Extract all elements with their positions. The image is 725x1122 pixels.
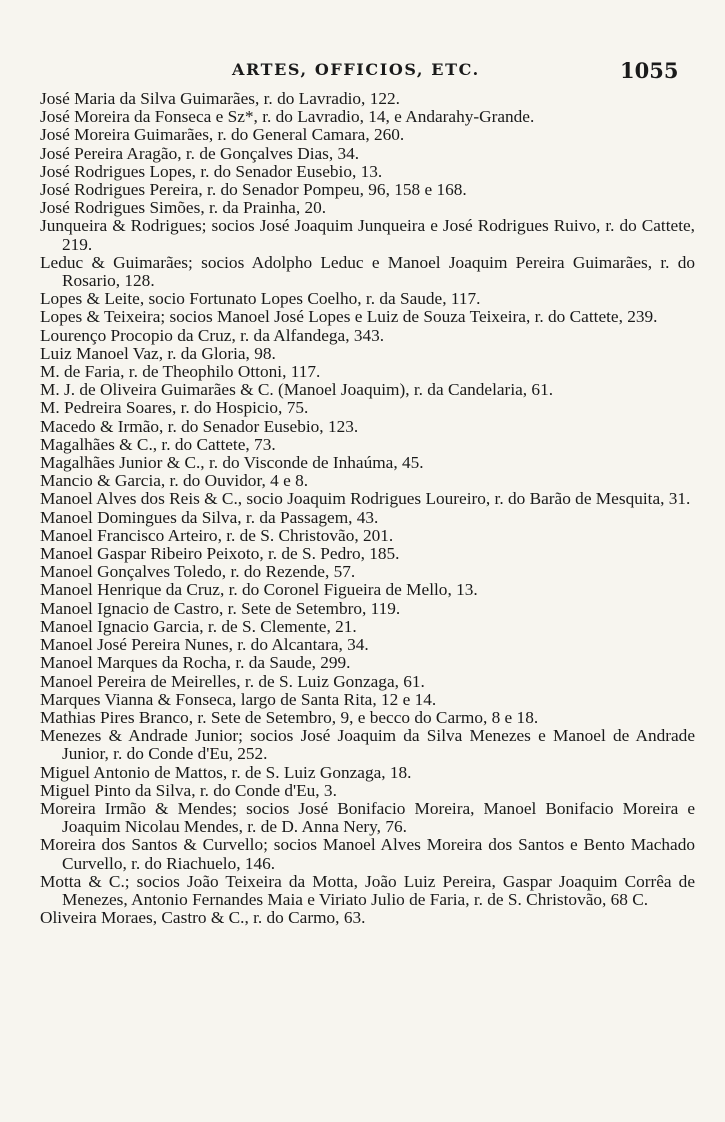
directory-entry: Macedo & Irmão, r. do Senador Eusebio, 123. xyxy=(40,416,359,436)
directory-entry: Oliveira Moraes, Castro & C., r. do Carmo, 63. xyxy=(40,908,366,928)
directory-entry: Manoel Ignacio de Castro, r. Sete de Setembro, 119. xyxy=(40,598,401,618)
running-header xyxy=(0,58,725,86)
directory-entry: M. J. de Oliveira Guimarães & C. (Manoel Joaquim), r. da Candelaria, 61. xyxy=(40,380,554,400)
directory-entry: Lopes & Leite, socio Fortunato Lopes Coelho, r. da Saude, 117. xyxy=(40,289,481,309)
directory-entry: Marques Vianna & Fonseca, largo de Santa Rita, 12 e 14. xyxy=(40,689,437,709)
directory-entry: Junqueira & Rodrigues; socios José Joaquim Junqueira e José Rodrigues Ruivo, r. do Cattete, 219. xyxy=(40,216,695,254)
directory-entry: Miguel Pinto da Silva, r. do Conde d'Eu, 3. xyxy=(40,780,337,800)
directory-entry: Lopes & Teixeira; socios Manoel José Lopes e Luiz de Souza Teixeira, r. do Cattete, 239. xyxy=(40,307,658,327)
directory-entry: Magalhães & C., r. do Cattete, 73. xyxy=(40,434,276,454)
page-number: 1055 xyxy=(620,58,679,83)
directory-entry: Manoel Alves dos Reis & C., socio Joaquim Rodrigues Loureiro, r. do Barão de Mesquita, 31. xyxy=(40,489,691,509)
directory-entry: Moreira Irmão & Mendes; socios José Bonifacio Moreira, Manoel Bonifacio Moreira e Joaquim Nicolau Mendes, r. de D. Anna Nery, 76. xyxy=(40,798,695,837)
directory-entry: Mancio & Garcia, r. do Ouvidor, 4 e 8. xyxy=(40,471,309,491)
directory-entry: M. de Faria, r. de Theophilo Ottoni, 117. xyxy=(40,362,321,382)
directory-entry: José Pereira Aragão, r. de Gonçalves Dias, 34. xyxy=(40,143,360,163)
directory-entry: Manoel Henrique da Cruz, r. do Coronel Figueira de Mello, 13. xyxy=(40,580,478,600)
section-title: ARTES, OFFICIOS, ETC. xyxy=(232,60,480,79)
directory-entry: Lourenço Procopio da Cruz, r. da Alfandega, 343. xyxy=(40,325,385,345)
directory-entry: Manoel Ignacio Garcia, r. de S. Clemente, 21. xyxy=(40,616,357,636)
directory-entry: Mathias Pires Branco, r. Sete de Setembro, 9, e becco do Carmo, 8 e 18. xyxy=(40,707,539,727)
directory-entry: Luiz Manoel Vaz, r. da Gloria, 98. xyxy=(40,343,276,363)
directory-entry: José Maria da Silva Guimarães, r. do Lavradio, 122. xyxy=(40,89,400,108)
directory-entry: Manoel José Pereira Nunes, r. do Alcantara, 34. xyxy=(40,635,369,655)
directory-entry: Leduc & Guimarães; socios Adolpho Leduc e Manoel Joaquim Pereira Guimarães, r. do Rosario, 128. xyxy=(40,252,695,291)
directory-entry: Moreira dos Santos & Curvello; socios Manoel Alves Moreira dos Santos e Bento Machado Curvello, r. do Riachuelo, 146. xyxy=(40,835,695,873)
directory-entry: Manoel Francisco Arteiro, r. de S. Christovão, 201. xyxy=(40,525,394,545)
directory-entry: José Rodrigues Simões, r. da Prainha, 20. xyxy=(40,198,327,218)
directory-entry: Menezes & Andrade Junior; socios José Joaquim da Silva Menezes e Manoel de Andrade Junior, r. do Conde d'Eu, 252. xyxy=(40,726,695,764)
directory-entry: Manoel Gaspar Ribeiro Peixoto, r. de S. Pedro, 185. xyxy=(40,544,400,564)
directory-entry: Motta & C.; socios João Teixeira da Motta, João Luiz Pereira, Gaspar Joaquim Corrêa de Menezes, Antonio Fernandes Maia e Viriato Julio de Faria, r. de S. Christovão, 68 C. xyxy=(40,871,695,909)
directory-entry: M. Pedreira Soares, r. do Hospicio, 75. xyxy=(40,398,309,418)
directory-entry: Miguel Antonio de Mattos, r. de S. Luiz Gonzaga, 18. xyxy=(40,762,412,782)
directory-entry: José Moreira da Fonseca e Sz*, r. do Lavradio, 14, e Andarahy-Grande. xyxy=(40,107,535,127)
entry-list xyxy=(40,90,695,927)
directory-entry: Manoel Pereira de Meirelles, r. de S. Luiz Gonzaga, 61. xyxy=(40,671,425,691)
directory-entry: Magalhães Junior & C., r. do Visconde de Inhaúma, 45. xyxy=(40,453,424,473)
directory-entry: Manoel Marques da Rocha, r. da Saude, 299. xyxy=(40,653,351,673)
directory-entry: José Rodrigues Pereira, r. do Senador Pompeu, 96, 158 e 168. xyxy=(40,180,467,200)
directory-entry: José Rodrigues Lopes, r. do Senador Eusebio, 13. xyxy=(40,161,383,181)
directory-entry: José Moreira Guimarães, r. do General Camara, 260. xyxy=(40,125,405,145)
directory-entry: Manoel Domingues da Silva, r. da Passagem, 43. xyxy=(40,507,379,527)
directory-entry: Manoel Gonçalves Toledo, r. do Rezende, 57. xyxy=(40,562,356,582)
